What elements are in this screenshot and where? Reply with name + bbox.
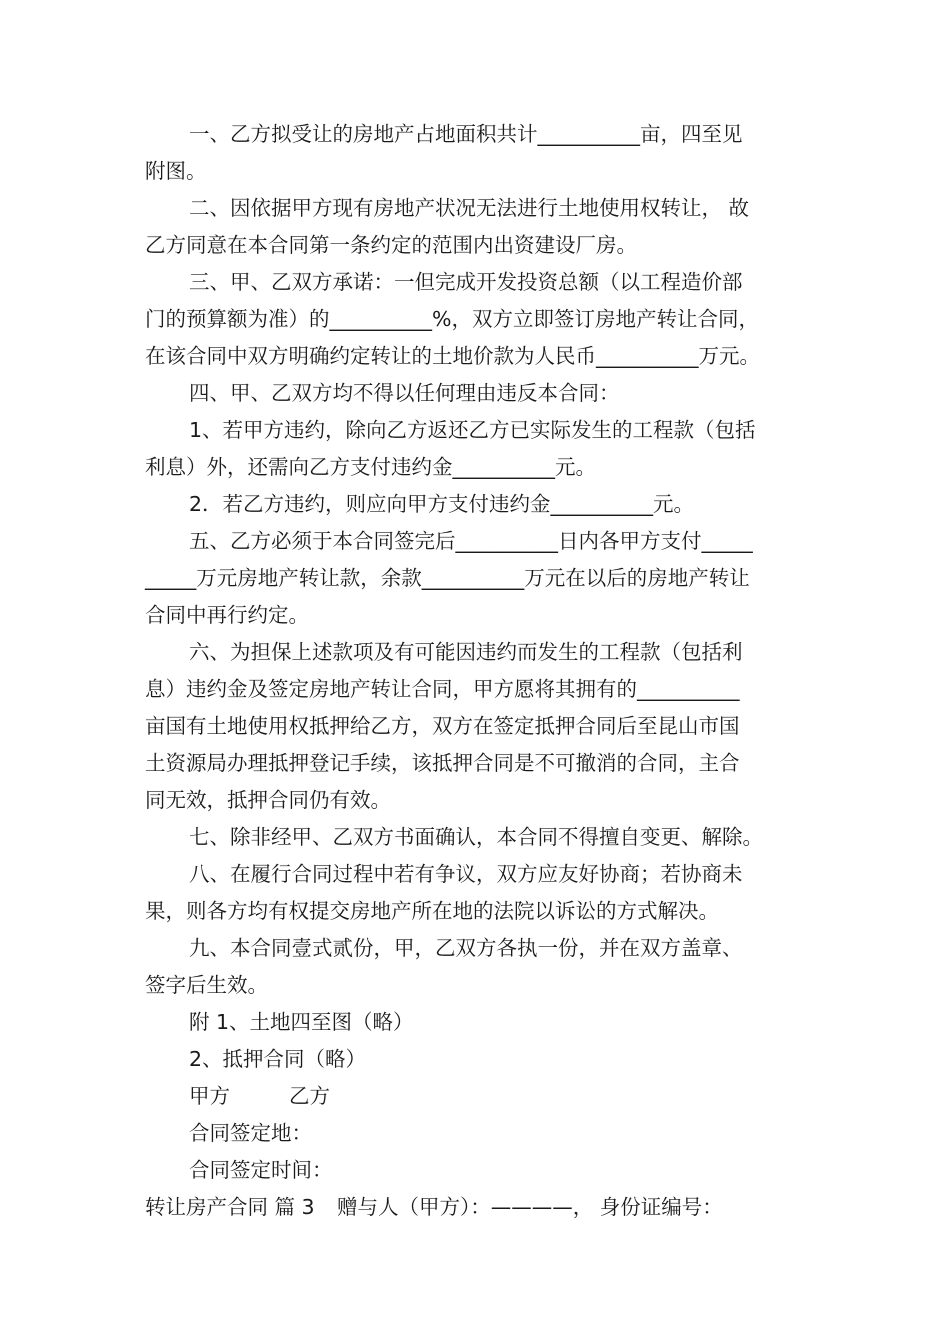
contract-paragraph-line: 二、因依据甲方现有房地产状况无法进行土地使用权转让， 故 [189,196,750,220]
party-a-label: 甲方 [189,1084,230,1108]
next-section-heading [145,1189,815,1226]
contract-paragraph-line: 2、抵押合同（略） [189,1047,367,1071]
contract-paragraph-line: 九、本合同壹式贰份，甲，乙双方各执一份，并在双方盖章、 [189,936,743,960]
contract-paragraph-line: 四、甲、乙双方均不得以任何理由违反本合同： [189,381,620,405]
contract-paragraph-line: 土资源局办理抵押登记手续，该抵押合同是不可撤消的合同，主合 [145,751,740,775]
party-b-label: 乙方 [289,1084,330,1108]
signers-row [145,1078,815,1115]
contract-paragraph-line: 六、为担保上述款项及有可能因违约而发生的工程款（包括利 [189,640,743,664]
contract-paragraph-line: 利息）外，还需向乙方支付违约金__________元。 [145,455,596,479]
contract-paragraph-line: 五、乙方必须于本合同签完后__________日内各甲方支付_____ [189,529,753,553]
contract-paragraph-line: 附图。 [145,159,207,183]
contract-paragraph-line: 乙方同意在本合同第一条约定的范围内出资建设厂房。 [145,233,637,257]
contract-paragraph-line: 息）违约金及签定房地产转让合同，甲方愿将其拥有的__________ [145,677,740,701]
sign-place-label: 合同签定地： [189,1121,312,1145]
contract-paragraph-line: 三、甲、乙双方承诺：一但完成开发投资总额（以工程造价部 [189,270,743,294]
section-label: 转让房产合同 篇 3 [145,1195,315,1219]
contract-paragraph-line: 门的预算额为准）的__________%，双方立即签订房地产转让合同， [145,307,759,331]
contract-paragraph-line: 七、除非经甲、乙双方书面确认，本合同不得擅自变更、解除。 [189,825,763,849]
contract-paragraph-line: 合同中再行约定。 [145,603,309,627]
contract-body [145,116,815,1226]
contract-paragraph-line: 2．若乙方违约，则应向甲方支付违约金__________元。 [189,492,695,516]
contract-paragraph-line: 签字后生效。 [145,973,268,997]
contract-paragraph-line: 一、乙方拟受让的房地产占地面积共计__________亩，四至见 [189,122,743,146]
contract-paragraph-line: _____万元房地产转让款，余款__________万元在以后的房地产转让 [145,566,750,590]
contract-paragraph-line: 在该合同中双方明确约定转让的土地价款为人民币__________万元。 [145,344,760,368]
contract-paragraph-line: 八、在履行合同过程中若有争议，双方应友好协商；若协商未 [189,862,743,886]
contract-paragraph-line: 同无效，抵押合同仍有效。 [145,788,391,812]
contract-paragraph-line: 果，则各方均有权提交房地产所在地的法院以诉讼的方式解决。 [145,899,719,923]
donor-line: 赠与人（甲方）：————， 身份证编号： [337,1195,723,1219]
contract-paragraph-line: 亩国有土地使用权抵押给乙方，双方在签定抵押合同后至昆山市国 [145,714,740,738]
sign-time-label: 合同签定时间： [189,1158,333,1182]
contract-paragraph-line: 1、若甲方违约，除向乙方返还乙方已实际发生的工程款（包括 [189,418,756,442]
contract-paragraph-line: 附 1、土地四至图（略） [189,1010,414,1034]
